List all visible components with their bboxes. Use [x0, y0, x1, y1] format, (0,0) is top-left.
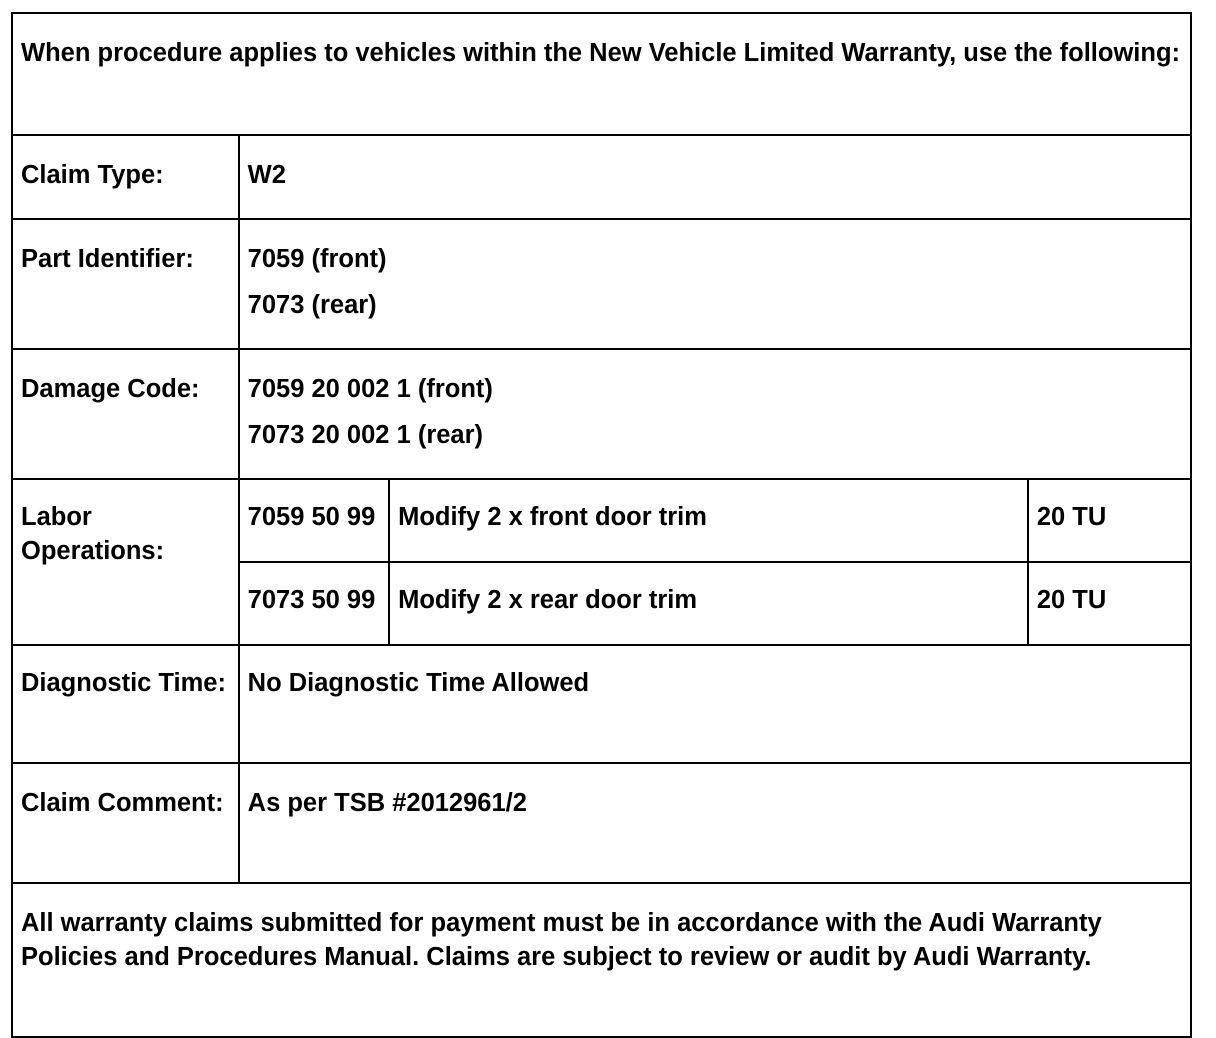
damage-code-values: [239, 349, 1191, 479]
damage-code-label: Damage Code:: [12, 349, 239, 479]
damage-code-row: [12, 349, 1191, 479]
labor-time: 20 TU: [1028, 479, 1191, 562]
labor-code: 7073 50 99: [239, 562, 389, 645]
labor-description: Modify 2 x rear door trim: [389, 562, 1028, 645]
header-row: [12, 13, 1191, 135]
labor-code: 7059 50 99: [239, 479, 389, 562]
claim-type-label: Claim Type:: [12, 135, 239, 219]
part-identifier-values: [239, 219, 1191, 349]
claim-type-value: W2: [239, 135, 1191, 219]
labor-description: Modify 2 x front door trim: [389, 479, 1028, 562]
diagnostic-time-label: Diagnostic Time:: [12, 645, 239, 763]
part-identifier-label: Part Identifier:: [12, 219, 239, 349]
part-identifier-row: [12, 219, 1191, 349]
footer-row: [12, 883, 1191, 1037]
warranty-table: [11, 12, 1192, 1038]
part-identifier-rear: 7073 (rear): [247, 291, 377, 319]
labor-time: 20 TU: [1028, 562, 1191, 645]
claim-comment-value: As per TSB #2012961/2: [239, 763, 1191, 883]
header-text: When procedure applies to vehicles within the New Vehicle Limited Warranty, use the following:: [12, 13, 1191, 135]
claim-comment-label: Claim Comment:: [12, 763, 239, 883]
labor-operations-label: Labor Operations:: [12, 479, 239, 645]
damage-code-front: 7059 20 002 1 (front): [247, 375, 493, 403]
labor-operation-row: [12, 479, 1191, 562]
diagnostic-time-value: No Diagnostic Time Allowed: [239, 645, 1191, 763]
damage-code-rear: 7073 20 002 1 (rear): [247, 421, 484, 449]
claim-type-row: [12, 135, 1191, 219]
footer-text: All warranty claims submitted for payment must be in accordance with the Audi Warranty Policies and Procedures Manual. Claims are subject to review or audit by Audi Warranty.: [12, 883, 1191, 1037]
diagnostic-time-row: [12, 645, 1191, 763]
claim-comment-row: [12, 763, 1191, 883]
part-identifier-front: 7059 (front): [247, 245, 387, 273]
